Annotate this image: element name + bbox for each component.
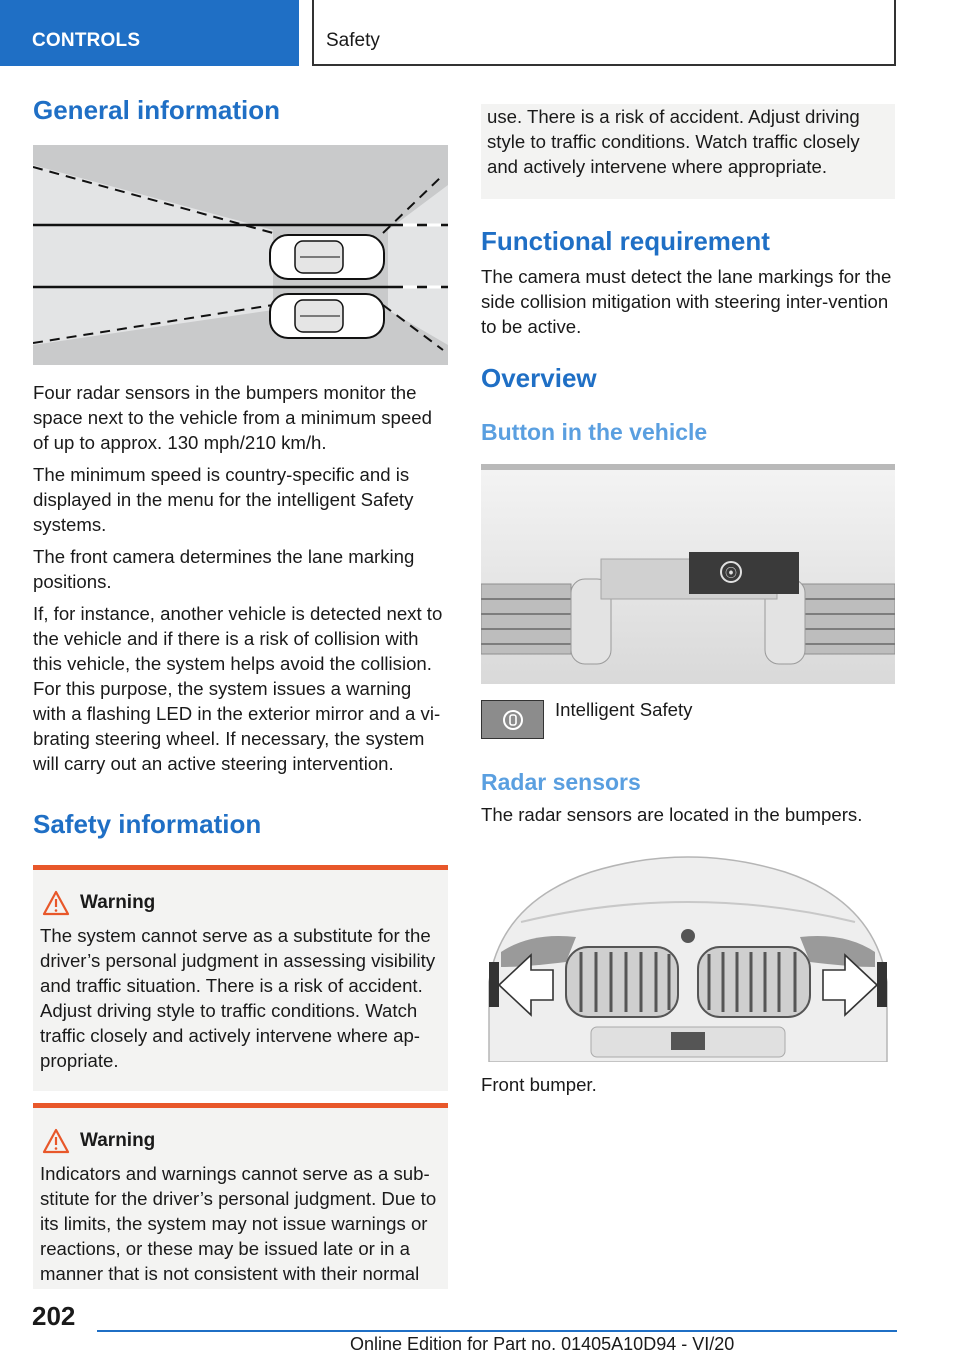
intelligent-safety-button[interactable] [481, 700, 544, 739]
lane-radar-diagram-svg [33, 145, 448, 365]
warning-triangle-icon [42, 890, 70, 916]
dashboard-button-photo [481, 464, 895, 684]
header-section-label: CONTROLS [32, 30, 141, 51]
header-section-tab [0, 0, 299, 66]
functional-requirement-text: The camera must detect the lane markings for the side collision mitigation with steering inter-vention to be active. [481, 265, 892, 337]
warning-title: Warning [80, 1129, 156, 1151]
warning-continuation-text: use. There is a risk of accident. Adjust driving style to traffic conditions. Watch traffic closely and actively intervene where appropriate. [487, 106, 860, 177]
footer-divider [97, 1330, 897, 1332]
warning-title: Warning [80, 891, 156, 913]
car-top-icon [270, 235, 384, 279]
svg-text:⦿: ⦿ [724, 566, 738, 581]
front-bumper-caption: Front bumper. [481, 1073, 597, 1095]
radar-sensors-heading: Radar sensors [481, 769, 641, 796]
intelligent-safety-label: Intelligent Safety [555, 699, 693, 721]
front-bumper-photo-svg [481, 842, 895, 1062]
front-bumper-photo [481, 842, 895, 1062]
general-paragraph-4: If, for instance, another vehicle is detected next to the vehicle and if there is a risk of collision with this vehicle, the system helps avoid the collision. For this purpose, the system issues a warning with a flashing LED in the exterior mirror and a vi-brating steering wheel. If necessary, the system will carry out an active steering intervention. [33, 602, 443, 774]
safety-information-heading: Safety information [33, 808, 262, 839]
warning-box-2 [33, 1103, 448, 1289]
intelligent-safety-icon [501, 708, 525, 732]
warning-continuation-box [481, 104, 895, 199]
warning-text: The system cannot serve as a substitute for the driver’s personal judgment in assessing visibility and traffic situation. There is a risk of accident. Adjust driving style to traffic conditions. Watch traffic closely and actively intervene where ap-propriate. [40, 924, 436, 1071]
header-topic-label: Safety [326, 30, 380, 51]
dashboard-button-photo-svg [481, 464, 895, 684]
footer-edition: Online Edition for Part no. 01405A10D94 - VI/20 [350, 1334, 735, 1354]
right-column [481, 104, 895, 1097]
page-number: 202 [32, 1301, 76, 1331]
left-column [33, 96, 448, 1289]
button-in-vehicle-heading: Button in the vehicle [481, 418, 708, 445]
radar-sensors-text: The radar sensors are located in the bumpers. [481, 803, 863, 825]
general-paragraph-2: The minimum speed is country-specific and is displayed in the menu for the intelligent Safety systems. [33, 463, 414, 535]
general-paragraph-1: Four radar sensors in the bumpers monitor the space next to the vehicle from a minimum speed of up to approx. 130 mph/210 km/h. [33, 381, 432, 453]
header-topic [312, 0, 896, 66]
warning-text: Indicators and warnings cannot serve as a sub-stitute for the driver’s personal judgment. Due to its limits, the system may not issue warnings or reactions, or these may be issued late or in a manner that is not consistent with their normal [40, 1162, 437, 1284]
warning-triangle-icon [42, 1128, 70, 1154]
general-information-heading: General information [33, 95, 281, 125]
lane-radar-diagram [33, 145, 448, 365]
general-paragraph-3: The front camera determines the lane marking positions. [33, 545, 415, 592]
intelligent-safety-legend [481, 700, 895, 739]
overview-heading: Overview [481, 362, 597, 393]
functional-requirement-heading: Functional requirement [481, 226, 770, 256]
warning-box-1 [33, 865, 448, 1091]
